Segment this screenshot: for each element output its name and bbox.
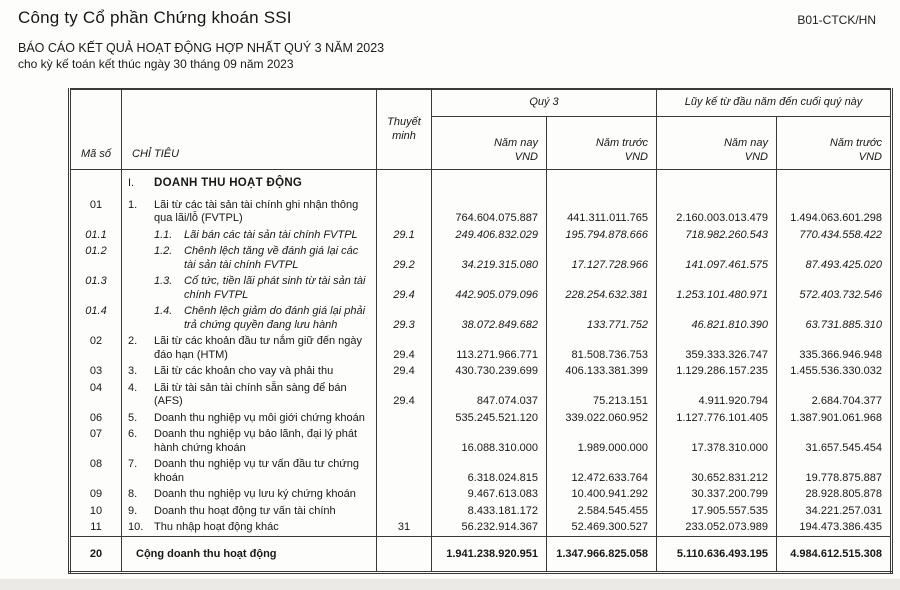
cell-q3-prior: 195.794.878.666 xyxy=(547,227,657,244)
cell-chi-tieu xyxy=(122,486,377,503)
item-label-block xyxy=(128,335,370,362)
cell-q3-prior: 10.400.941.292 xyxy=(547,486,657,503)
cell-ma-so: 07 xyxy=(70,426,122,456)
section-row xyxy=(70,170,892,197)
cell-thuyet-minh: 29.4 xyxy=(377,273,432,303)
cell-ma-so: 02 xyxy=(70,333,122,363)
cell-ytd-prior: 1.387.901.061.968 xyxy=(777,410,892,427)
cell-ma-so: 01.2 xyxy=(70,243,122,273)
cell-chi-tieu xyxy=(122,243,377,273)
cell-ytd-current: 17.378.310.000 xyxy=(657,426,777,456)
cell-ma-so: 04 xyxy=(70,380,122,410)
item-label: Doanh thu nghiệp vụ môi giới chứng khoán xyxy=(154,411,365,424)
cell-ytd-current: 233.052.073.989 xyxy=(657,519,777,536)
item-number: 1.1. xyxy=(154,228,173,241)
item-number: 8. xyxy=(128,488,138,500)
cell-q3-prior: 1.347.966.825.058 xyxy=(547,536,657,573)
cell-thuyet-minh xyxy=(377,503,432,520)
document-header xyxy=(18,8,876,71)
item-number: 1.2. xyxy=(154,245,173,257)
item-number: 7. xyxy=(128,458,138,470)
cell-q3-prior: 1.989.000.000 xyxy=(547,426,657,456)
item-label: Lãi từ các khoản cho vay và phải thu xyxy=(154,365,334,377)
item-label-block xyxy=(128,428,370,455)
cell-thuyet-minh: 29.4 xyxy=(377,363,432,380)
cell-ma-so xyxy=(70,170,122,197)
cell-ytd-current xyxy=(657,170,777,197)
cell-thuyet-minh xyxy=(377,456,432,486)
cell-q3-current: 249.406.832.029 xyxy=(432,227,547,244)
col-header-ytd-current-label: Năm nay xyxy=(723,137,769,149)
cell-q3-current: 56.232.914.367 xyxy=(432,519,547,536)
item-number: I. xyxy=(128,177,135,189)
cell-thuyet-minh: 29.1 xyxy=(377,227,432,244)
cell-ytd-current: 718.982.260.543 xyxy=(657,227,777,244)
cell-q3-prior: 52.469.300.527 xyxy=(547,519,657,536)
cell-ma-so: 08 xyxy=(70,456,122,486)
col-header-chi-tieu: CHỈ TIÊU xyxy=(122,89,377,170)
cell-thuyet-minh: 29.2 xyxy=(377,243,432,273)
item-label: Cổ tức, tiền lãi phát sinh từ tài sản tài chính FVTPL xyxy=(184,275,366,301)
cell-q3-current: 430.730.239.699 xyxy=(432,363,547,380)
cell-chi-tieu xyxy=(122,519,377,536)
col-header-q3-prior-label: Năm trước xyxy=(595,137,649,149)
cell-q3-prior: 406.133.381.399 xyxy=(547,363,657,380)
item-label: Lãi từ tài sản tài chính sẵn sàng để bán (AFS) xyxy=(154,381,347,407)
cell-ytd-current: 30.652.831.212 xyxy=(657,456,777,486)
cell-ma-so: 01 xyxy=(70,197,122,227)
cell-q3-prior: 75.213.151 xyxy=(547,380,657,410)
cell-q3-current: 38.072.849.682 xyxy=(432,303,547,333)
item-label: Chênh lệch tăng về đánh giá lại các tài sản tài chính FVTPL xyxy=(184,245,359,271)
item-row-09 xyxy=(70,486,892,503)
cell-thuyet-minh: 29.4 xyxy=(377,380,432,410)
cell-thuyet-minh xyxy=(377,410,432,427)
cell-ytd-current: 1.253.101.480.971 xyxy=(657,273,777,303)
cell-q3-prior: 441.311.011.765 xyxy=(547,197,657,227)
col-header-thuyet-minh: Thuyết minh xyxy=(377,89,432,170)
item-row-07 xyxy=(70,426,892,456)
cell-ytd-prior: 34.221.257.031 xyxy=(777,503,892,520)
item-label-block xyxy=(128,199,370,226)
cell-chi-tieu xyxy=(122,410,377,427)
currency-unit: VND xyxy=(514,150,538,163)
cell-thuyet-minh xyxy=(377,426,432,456)
cell-ytd-current: 1.127.776.101.405 xyxy=(657,410,777,427)
cell-ytd-current: 2.160.003.013.479 xyxy=(657,197,777,227)
item-label: Thu nhập hoạt động khác xyxy=(154,521,279,533)
item-label-block xyxy=(128,412,370,426)
cell-ytd-current: 5.110.636.493.195 xyxy=(657,536,777,573)
col-header-q3-prior xyxy=(547,117,657,170)
item-label-block xyxy=(154,245,370,272)
company-name: Công ty Cổ phần Chứng khoán SSI xyxy=(18,8,292,27)
item-row-03 xyxy=(70,363,892,380)
item-label-block xyxy=(154,229,370,243)
cell-q3-prior: 133.771.752 xyxy=(547,303,657,333)
item-label-block xyxy=(128,382,370,409)
cell-chi-tieu xyxy=(122,197,377,227)
item-label-block xyxy=(154,275,370,302)
total-row xyxy=(70,536,892,573)
cell-ytd-prior: 1.455.536.330.032 xyxy=(777,363,892,380)
cell-ytd-prior: 28.928.805.878 xyxy=(777,486,892,503)
form-code: B01-CTCK/HN xyxy=(797,13,876,27)
cell-q3-current: 1.941.238.920.951 xyxy=(432,536,547,573)
item-row-02 xyxy=(70,333,892,363)
cell-thuyet-minh xyxy=(377,170,432,197)
item-label: Lãi từ các tài sản tài chính ghi nhận thông qua lãi/lỗ (FVTPL) xyxy=(154,198,359,224)
cell-thuyet-minh xyxy=(377,536,432,573)
table-header xyxy=(70,89,892,170)
cell-total-label: Cộng doanh thu hoạt động xyxy=(122,536,377,573)
item-row-01.2 xyxy=(70,243,892,273)
item-label: Lãi bán các tài sản tài chính FVTPL xyxy=(184,228,358,241)
item-label-block xyxy=(128,521,370,535)
cell-ytd-current: 4.911.920.794 xyxy=(657,380,777,410)
cell-q3-prior xyxy=(547,170,657,197)
cell-ytd-current: 46.821.810.390 xyxy=(657,303,777,333)
col-header-q3-current-label: Năm nay xyxy=(493,137,538,149)
col-header-q3-current xyxy=(432,117,547,170)
cell-ma-so: 09 xyxy=(70,486,122,503)
item-label: Doanh thu nghiệp vụ bảo lãnh, đại lý phát hành chứng khoán xyxy=(154,428,358,454)
cell-chi-tieu xyxy=(122,456,377,486)
cell-chi-tieu xyxy=(122,363,377,380)
cell-q3-prior: 81.508.736.753 xyxy=(547,333,657,363)
cell-ma-so: 01.3 xyxy=(70,273,122,303)
item-label: Doanh thu hoạt động tư vấn tài chính xyxy=(154,504,336,517)
cell-chi-tieu xyxy=(122,380,377,410)
cell-ma-so: 01.4 xyxy=(70,303,122,333)
scan-shadow xyxy=(0,579,900,590)
cell-ytd-prior: 194.473.386.435 xyxy=(777,519,892,536)
item-row-01.4 xyxy=(70,303,892,333)
cell-q3-current: 16.088.310.000 xyxy=(432,426,547,456)
report-table-container xyxy=(68,88,893,574)
currency-unit: VND xyxy=(744,150,769,163)
cell-chi-tieu xyxy=(122,333,377,363)
cell-ytd-current: 141.097.461.575 xyxy=(657,243,777,273)
cell-chi-tieu xyxy=(122,503,377,520)
col-header-ma-so: Mã số xyxy=(70,89,122,170)
cell-q3-current: 34.219.315.080 xyxy=(432,243,547,273)
cell-ytd-current: 17.905.557.535 xyxy=(657,503,777,520)
item-label: Lãi từ các khoản đầu tư nắm giữ đến ngày đáo hạn (HTM) xyxy=(154,335,362,361)
cell-q3-prior: 12.472.633.764 xyxy=(547,456,657,486)
item-row-11 xyxy=(70,519,892,536)
item-number: 4. xyxy=(128,381,138,394)
cell-ma-so: 11 xyxy=(70,519,122,536)
item-row-08 xyxy=(70,456,892,486)
cell-chi-tieu xyxy=(122,227,377,244)
cell-ma-so: 06 xyxy=(70,410,122,427)
cell-q3-current: 442.905.079.096 xyxy=(432,273,547,303)
col-header-ytd-prior-label: Năm trước xyxy=(829,137,883,149)
income-statement-table xyxy=(68,88,893,574)
item-row-01.3 xyxy=(70,273,892,303)
cell-ytd-prior: 19.778.875.887 xyxy=(777,456,892,486)
item-row-01 xyxy=(70,197,892,227)
item-number: 9. xyxy=(128,504,138,517)
item-row-06 xyxy=(70,410,892,427)
cell-ma-so: 10 xyxy=(70,503,122,520)
cell-thuyet-minh xyxy=(377,486,432,503)
cell-q3-prior: 17.127.728.966 xyxy=(547,243,657,273)
cell-q3-prior: 339.022.060.952 xyxy=(547,410,657,427)
item-number: 1. xyxy=(128,198,138,211)
item-label: Chênh lệch giảm do đánh giá lại phải trả chứng quyền đang lưu hành xyxy=(184,305,366,331)
item-number: 5. xyxy=(128,411,138,424)
item-number: 1.4. xyxy=(154,305,173,317)
cell-chi-tieu xyxy=(122,273,377,303)
cell-ma-so: 03 xyxy=(70,363,122,380)
report-title: BÁO CÁO KẾT QUẢ HOẠT ĐỘNG HỢP NHẤT QUÝ 3 NĂM 2023 xyxy=(18,41,385,55)
item-label: Doanh thu nghiệp vụ tư vấn đầu tư chứng khoán xyxy=(154,458,359,484)
cell-q3-current: 8.433.181.172 xyxy=(432,503,547,520)
cell-q3-current: 9.467.613.083 xyxy=(432,486,547,503)
cell-ma-so: 20 xyxy=(70,536,122,573)
item-number: 1.3. xyxy=(154,275,173,287)
item-label: Doanh thu nghiệp vụ lưu ký chứng khoán xyxy=(154,488,356,500)
currency-unit: VND xyxy=(624,150,649,163)
cell-ytd-prior: 572.403.732.546 xyxy=(777,273,892,303)
report-period: cho kỳ kế toán kết thúc ngày 30 tháng 09 năm 2023 xyxy=(18,57,294,71)
cell-ytd-prior: 770.434.558.422 xyxy=(777,227,892,244)
cell-q3-current: 764.604.075.887 xyxy=(432,197,547,227)
cell-thuyet-minh xyxy=(377,197,432,227)
item-label: DOANH THU HOẠT ĐỘNG xyxy=(154,177,303,189)
cell-ytd-prior: 2.684.704.377 xyxy=(777,380,892,410)
col-group-quy3: Quý 3 xyxy=(432,89,657,117)
col-header-ytd-prior xyxy=(777,117,892,170)
cell-ytd-prior: 63.731.885.310 xyxy=(777,303,892,333)
cell-section-title xyxy=(122,170,377,197)
col-group-luy-ke: Lũy kế từ đầu năm đến cuối quý này xyxy=(657,89,892,117)
cell-ytd-prior: 31.657.545.454 xyxy=(777,426,892,456)
item-label-block xyxy=(128,365,370,379)
cell-ytd-prior: 4.984.612.515.308 xyxy=(777,536,892,573)
cell-ytd-current: 1.129.286.157.235 xyxy=(657,363,777,380)
item-row-10 xyxy=(70,503,892,520)
item-number: 6. xyxy=(128,428,138,440)
cell-q3-current: 113.271.966.771 xyxy=(432,333,547,363)
item-number: 2. xyxy=(128,335,138,347)
item-number: 3. xyxy=(128,365,138,377)
item-label-block xyxy=(128,488,370,502)
cell-q3-current: 535.245.521.120 xyxy=(432,410,547,427)
table-body xyxy=(70,170,892,573)
cell-q3-current xyxy=(432,170,547,197)
cell-q3-current: 6.318.024.815 xyxy=(432,456,547,486)
cell-ytd-prior: 335.366.946.948 xyxy=(777,333,892,363)
cell-q3-current: 847.074.037 xyxy=(432,380,547,410)
item-row-04 xyxy=(70,380,892,410)
col-header-ytd-current xyxy=(657,117,777,170)
cell-q3-prior: 228.254.632.381 xyxy=(547,273,657,303)
currency-unit: VND xyxy=(858,150,883,163)
cell-chi-tieu xyxy=(122,426,377,456)
item-label-block xyxy=(128,177,370,191)
cell-ytd-prior: 87.493.425.020 xyxy=(777,243,892,273)
cell-ytd-current: 30.337.200.799 xyxy=(657,486,777,503)
cell-ma-so: 01.1 xyxy=(70,227,122,244)
cell-q3-prior: 2.584.545.455 xyxy=(547,503,657,520)
item-number: 10. xyxy=(128,521,144,533)
item-label-block xyxy=(154,305,370,332)
item-row-01.1 xyxy=(70,227,892,244)
cell-ytd-current: 359.333.326.747 xyxy=(657,333,777,363)
cell-thuyet-minh: 29.4 xyxy=(377,333,432,363)
item-label-block xyxy=(128,505,370,519)
cell-ytd-prior xyxy=(777,170,892,197)
cell-ytd-prior: 1.494.063.601.298 xyxy=(777,197,892,227)
cell-chi-tieu xyxy=(122,303,377,333)
item-label-block xyxy=(128,458,370,485)
cell-thuyet-minh: 31 xyxy=(377,519,432,536)
cell-thuyet-minh: 29.3 xyxy=(377,303,432,333)
